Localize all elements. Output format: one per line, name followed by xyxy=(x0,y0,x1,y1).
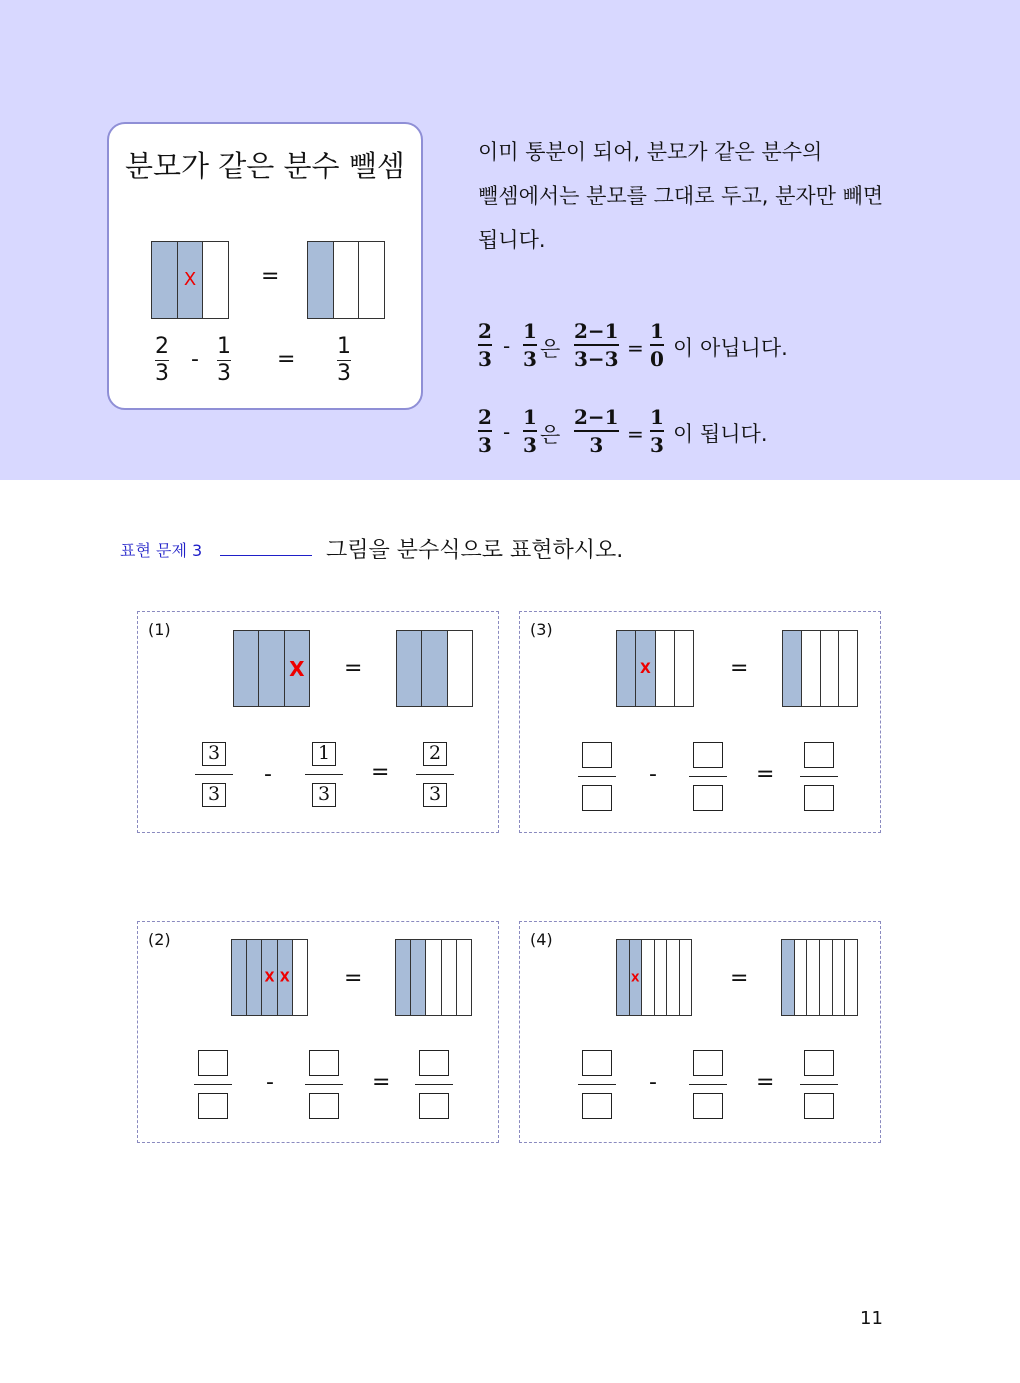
strip-cell-empty xyxy=(807,940,820,1015)
answer-equals: = xyxy=(371,760,390,785)
answer-box-numerator[interactable] xyxy=(309,1050,339,1076)
wrong-fraction-b xyxy=(523,321,537,369)
answer-box-denominator[interactable]: 3 xyxy=(202,783,226,807)
strip-cell-empty xyxy=(839,631,857,706)
cross-mark: X xyxy=(289,656,305,681)
answer-box-denominator[interactable] xyxy=(198,1093,228,1119)
numerator: 2 xyxy=(478,319,492,343)
strip-cell-shaded xyxy=(783,631,802,706)
strip-cell-shaded xyxy=(397,631,422,706)
answer-box-numerator[interactable]: 1 xyxy=(312,742,336,766)
answer-box-numerator[interactable] xyxy=(693,1050,723,1076)
explanation-line: 됩니다. xyxy=(478,228,546,252)
fraction-bar xyxy=(523,344,537,346)
fraction-bar xyxy=(650,344,664,346)
strip-cell-empty xyxy=(293,940,307,1015)
denominator: 0 xyxy=(650,347,664,371)
answer-box-numerator[interactable] xyxy=(804,742,834,768)
answer-box-denominator[interactable] xyxy=(582,1093,612,1119)
numerator: 2−1 xyxy=(574,405,619,429)
answer-equals: = xyxy=(756,1070,775,1095)
denominator: 3 xyxy=(523,347,537,371)
strip-cell-shaded xyxy=(152,242,178,318)
fraction-bar xyxy=(650,430,664,432)
strip-cell-shaded xyxy=(617,940,630,1015)
strip-cell-empty xyxy=(655,940,668,1015)
answer-box-denominator[interactable] xyxy=(804,1093,834,1119)
answer-fraction-b xyxy=(688,742,728,811)
strip-cell-empty xyxy=(359,242,384,318)
answer-box-numerator[interactable]: 3 xyxy=(202,742,226,766)
strip-cell-shaded xyxy=(422,631,447,706)
strip-cell-empty xyxy=(820,940,833,1015)
concept-minus: - xyxy=(191,347,199,372)
strip-cell-shaded xyxy=(617,631,636,706)
strip-cell-shaded-crossed xyxy=(178,242,204,318)
strip-cell-shaded-crossed xyxy=(278,940,293,1015)
page-number: 11 xyxy=(860,1308,883,1329)
strip-cell-empty xyxy=(203,242,228,318)
strip-cell-shaded xyxy=(396,940,411,1015)
picture-before xyxy=(231,939,308,1016)
denominator: 3 xyxy=(589,433,604,457)
answer-fraction-a xyxy=(194,742,234,807)
strip-cell-shaded-crossed xyxy=(636,631,655,706)
exercise-panel-4 xyxy=(519,921,881,1143)
fraction-bar xyxy=(578,1084,616,1085)
strip-cell-shaded xyxy=(308,242,334,318)
answer-box-denominator[interactable] xyxy=(804,785,834,811)
problem-blank-line xyxy=(220,555,312,556)
fraction-bar xyxy=(578,776,616,777)
fraction-bar xyxy=(415,1084,453,1085)
concept-strip-after xyxy=(307,241,385,319)
strip-cell-empty xyxy=(334,242,360,318)
picture-equals: = xyxy=(344,966,363,991)
picture-equals: = xyxy=(730,966,749,991)
panel-label: (3) xyxy=(530,620,553,639)
strip-cell-shaded xyxy=(411,940,426,1015)
numerator: 2 xyxy=(155,334,169,359)
numerator: 2−1 xyxy=(574,319,619,343)
wrong-fraction-mid xyxy=(574,321,619,369)
answer-box-numerator[interactable] xyxy=(693,742,723,768)
picture-equals: = xyxy=(344,656,363,681)
cross-mark: X xyxy=(183,269,197,290)
answer-fraction-b xyxy=(304,1050,344,1119)
picture-after xyxy=(781,939,858,1016)
fraction-bar xyxy=(478,344,492,346)
fraction-bar xyxy=(478,430,492,432)
answer-box-denominator[interactable] xyxy=(693,1093,723,1119)
strip-cell-empty xyxy=(642,940,655,1015)
answer-equals: = xyxy=(372,1070,391,1095)
answer-box-denominator[interactable] xyxy=(419,1093,449,1119)
strip-cell-shaded xyxy=(234,631,259,706)
denominator: 3 xyxy=(478,433,492,457)
strip-cell-empty xyxy=(667,940,680,1015)
answer-box-numerator[interactable] xyxy=(582,742,612,768)
answer-fraction-result xyxy=(414,1050,454,1119)
right-eun: 은 xyxy=(540,423,561,447)
concept-equals: = xyxy=(277,347,296,372)
explanation-line: 이미 통분이 되어, 분모가 같은 분수의 xyxy=(478,140,823,164)
fraction-bar xyxy=(305,1084,343,1085)
answer-fraction-b xyxy=(688,1050,728,1119)
denominator: 3 xyxy=(523,433,537,457)
fraction-bar xyxy=(194,1084,232,1085)
fraction-bar xyxy=(416,774,454,775)
right-fraction-b xyxy=(523,407,537,455)
panel-label: (4) xyxy=(530,930,553,949)
answer-box-denominator[interactable] xyxy=(582,785,612,811)
strip-cell-empty xyxy=(845,940,857,1015)
wrong-equals: = xyxy=(627,336,644,360)
answer-fraction-result xyxy=(415,742,455,807)
strip-cell-empty xyxy=(821,631,840,706)
right-tail: 이 됩니다. xyxy=(673,422,768,446)
answer-box-numerator[interactable] xyxy=(804,1050,834,1076)
strip-cell-shaded xyxy=(259,631,284,706)
numerator: 1 xyxy=(217,334,231,359)
strip-cell-empty xyxy=(802,631,821,706)
strip-cell-empty xyxy=(833,940,846,1015)
answer-minus: - xyxy=(649,1070,657,1095)
denominator: 3 xyxy=(478,347,492,371)
picture-after xyxy=(782,630,858,707)
denominator: 3 xyxy=(217,361,231,386)
strip-cell-empty xyxy=(795,940,808,1015)
strip-cell-shaded-crossed xyxy=(630,940,643,1015)
wrong-minus: - xyxy=(503,334,511,358)
concept-fraction-b xyxy=(217,336,231,385)
denominator: 3−3 xyxy=(574,347,619,371)
answer-equals: = xyxy=(756,762,775,787)
right-fraction-a xyxy=(478,407,492,455)
right-fraction-mid xyxy=(574,407,619,455)
wrong-fraction-result xyxy=(650,321,664,369)
cross-mark: X xyxy=(631,971,640,984)
cross-mark: X xyxy=(279,970,290,985)
numerator: 2 xyxy=(478,405,492,429)
strip-cell-shaded xyxy=(232,940,247,1015)
answer-box-denominator[interactable] xyxy=(693,785,723,811)
answer-fraction-b xyxy=(304,742,344,807)
strip-cell-empty xyxy=(426,940,441,1015)
fraction-bar xyxy=(800,776,838,777)
fraction-bar xyxy=(574,430,619,432)
fraction-bar xyxy=(800,1084,838,1085)
numerator: 1 xyxy=(650,405,664,429)
fraction-bar xyxy=(195,774,233,775)
answer-fraction-a xyxy=(577,1050,617,1119)
wrong-tail: 이 아닙니다. xyxy=(673,336,788,360)
picture-before xyxy=(616,630,694,707)
answer-box-numerator[interactable] xyxy=(198,1050,228,1076)
exercise-panel-3 xyxy=(519,611,881,833)
numerator: 1 xyxy=(523,405,537,429)
numerator: 1 xyxy=(523,319,537,343)
panel-label: (1) xyxy=(148,620,171,639)
fraction-bar xyxy=(574,344,619,346)
picture-after xyxy=(395,939,472,1016)
answer-box-denominator[interactable]: 3 xyxy=(312,783,336,807)
cross-mark: X xyxy=(264,970,275,985)
concept-strip-before xyxy=(151,241,229,319)
answer-minus: - xyxy=(266,1070,274,1095)
concept-picture-equals: = xyxy=(261,264,280,289)
fraction-bar xyxy=(523,430,537,432)
concept-title: 분모가 같은 분수 뺄셈 xyxy=(125,149,405,183)
numerator: 1 xyxy=(650,319,664,343)
fraction-bar xyxy=(689,776,727,777)
answer-box-denominator[interactable]: 3 xyxy=(423,783,447,807)
concept-box xyxy=(107,122,423,410)
strip-cell-shaded-crossed xyxy=(262,940,277,1015)
strip-cell-empty xyxy=(680,940,692,1015)
exercise-panel-1 xyxy=(137,611,499,833)
answer-fraction-result xyxy=(799,1050,839,1119)
fraction-bar xyxy=(305,774,343,775)
denominator: 3 xyxy=(155,361,169,386)
answer-box-numerator[interactable] xyxy=(582,1050,612,1076)
answer-fraction-a xyxy=(193,1050,233,1119)
right-fraction-result xyxy=(650,407,664,455)
picture-equals: = xyxy=(730,656,749,681)
fraction-bar xyxy=(689,1084,727,1085)
answer-box-numerator[interactable] xyxy=(419,1050,449,1076)
strip-cell-shaded xyxy=(782,940,795,1015)
right-minus: - xyxy=(503,420,511,444)
answer-minus: - xyxy=(649,762,657,787)
strip-cell-shaded-crossed xyxy=(285,631,309,706)
strip-cell-empty xyxy=(448,631,472,706)
concept-fraction-a xyxy=(155,336,169,385)
answer-box-numerator[interactable]: 2 xyxy=(423,742,447,766)
explanation-line: 뺄셈에서는 분모를 그대로 두고, 분자만 빼면 xyxy=(478,184,884,208)
picture-before xyxy=(616,939,692,1016)
right-equals: = xyxy=(627,422,644,446)
denominator: 3 xyxy=(337,361,351,386)
problem-instruction: 그림을 분수식으로 표현하시오. xyxy=(326,538,624,563)
strip-cell-shaded xyxy=(247,940,262,1015)
explanation-text xyxy=(478,130,938,262)
strip-cell-empty xyxy=(457,940,471,1015)
picture-before xyxy=(233,630,310,707)
wrong-fraction-a xyxy=(478,321,492,369)
cross-mark: X xyxy=(639,660,651,677)
answer-minus: - xyxy=(264,762,272,787)
strip-cell-empty xyxy=(656,631,675,706)
answer-box-denominator[interactable] xyxy=(309,1093,339,1119)
denominator: 3 xyxy=(650,433,664,457)
problem-label: 표현 문제 3 xyxy=(120,541,203,560)
answer-fraction-a xyxy=(577,742,617,811)
concept-fraction-result xyxy=(337,336,351,385)
wrong-eun: 은 xyxy=(540,337,561,361)
exercise-panel-2 xyxy=(137,921,499,1143)
answer-fraction-result xyxy=(799,742,839,811)
strip-cell-empty xyxy=(675,631,693,706)
numerator: 1 xyxy=(337,334,351,359)
panel-label: (2) xyxy=(148,930,171,949)
picture-after xyxy=(396,630,473,707)
strip-cell-empty xyxy=(442,940,457,1015)
